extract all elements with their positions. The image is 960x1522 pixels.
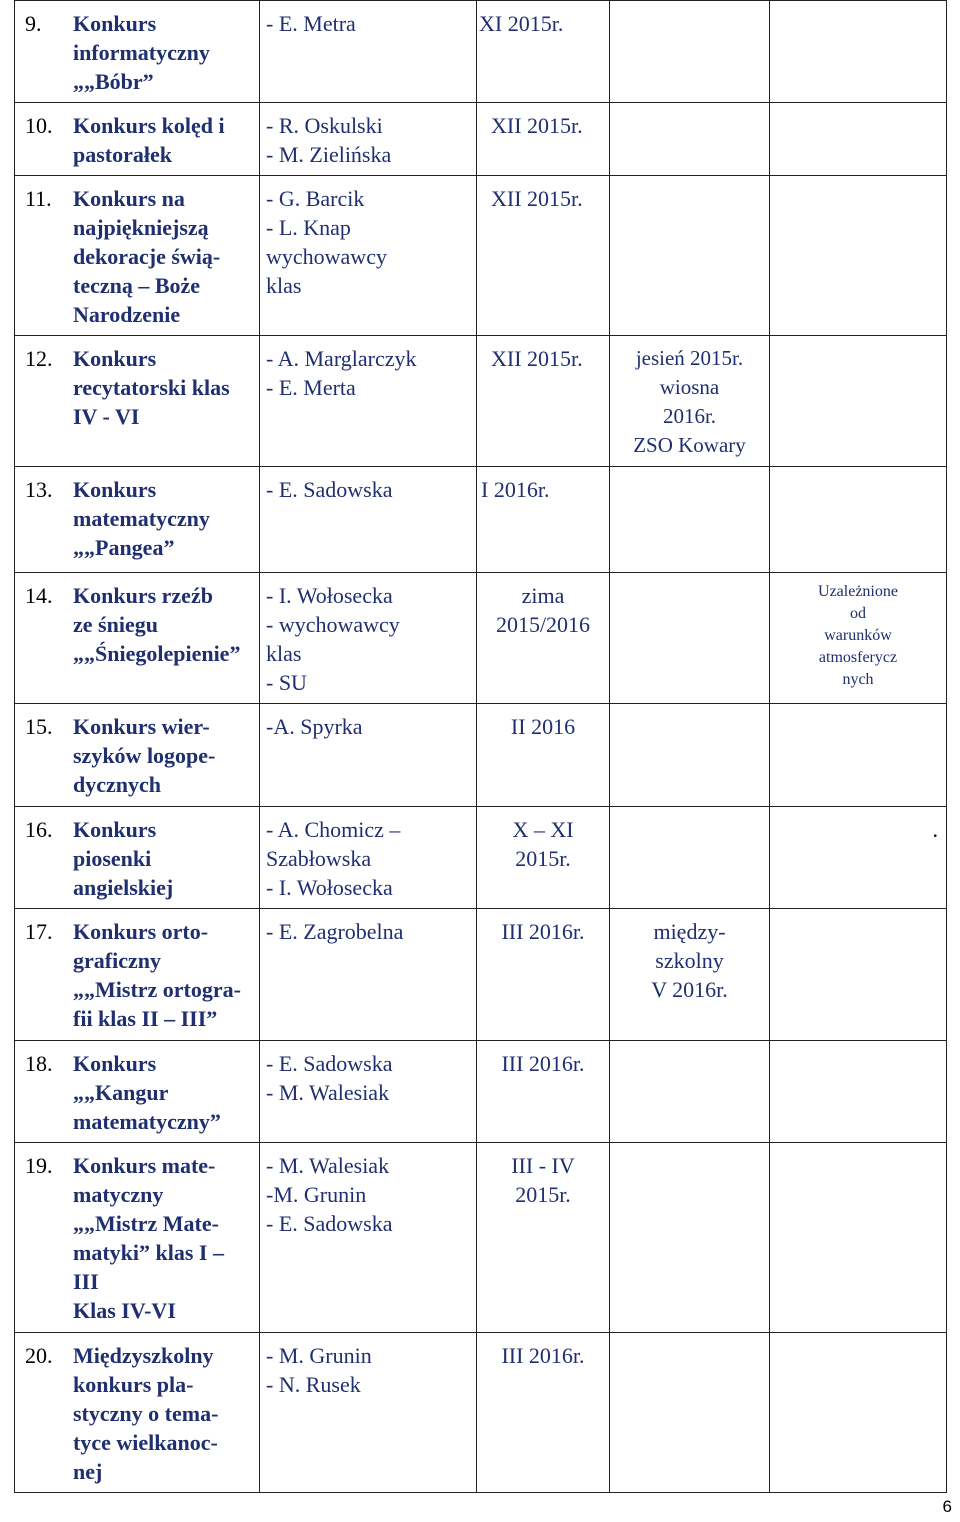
- responsible-persons: [260, 1, 476, 44]
- responsible-text: - E. Metra: [266, 11, 356, 36]
- contest-date: III - IV 2015r.: [511, 1153, 575, 1207]
- contest-date: XII 2015r.: [491, 113, 583, 138]
- row-number: 10.: [25, 113, 53, 138]
- contest-notes: [770, 1333, 946, 1347]
- table-row: [15, 1333, 947, 1493]
- contest-unit: [610, 1041, 769, 1055]
- row-number: 17.: [25, 919, 53, 944]
- row-number: 13.: [25, 477, 53, 502]
- table-row: [15, 1041, 947, 1143]
- table-row: [15, 573, 947, 704]
- table-row: [15, 336, 947, 467]
- contest-notes: [770, 1, 946, 15]
- table-row: [15, 909, 947, 1041]
- row-number: 9.: [25, 11, 42, 36]
- table-row: [15, 467, 947, 573]
- contest-title: Konkurs wier- szyków logope- dycznych: [73, 714, 216, 797]
- contest-date: III 2016r.: [501, 1343, 585, 1368]
- contest-notes: [770, 467, 946, 481]
- contest-date: III 2016r.: [501, 919, 585, 944]
- row-number: 16.: [25, 817, 53, 842]
- responsible-persons: - R. Oskulski - M. Zielińska: [266, 113, 392, 167]
- contest-title: Konkurs kolęd i pastorałek: [73, 113, 225, 167]
- contest-date: II 2016: [510, 714, 576, 739]
- contest-unit: [610, 807, 769, 821]
- row-number: 15.: [25, 714, 53, 739]
- contest-title: Konkurs orto- graficzny „„Mistrz ortogra- fii klas II – III”: [73, 919, 241, 1031]
- contest-date: X – XI 2015r.: [512, 817, 574, 871]
- table-row: [15, 1143, 947, 1333]
- contest-unit: między- szkolny V 2016r.: [651, 919, 728, 1002]
- contest-date: XI 2015r.: [479, 11, 564, 36]
- contest-date: I 2016r.: [481, 477, 550, 502]
- responsible-persons: - A. Chomicz – Szabłowska - I. Wołosecka: [266, 817, 401, 900]
- row-number: 14.: [25, 583, 53, 608]
- contest-notes: [770, 336, 946, 350]
- contest-date: zima 2015/2016: [495, 583, 591, 637]
- contest-unit: [610, 176, 769, 190]
- row-number: 19.: [25, 1153, 53, 1178]
- contest-unit: [610, 1143, 769, 1157]
- responsible-persons: - M. Grunin - N. Rusek: [266, 1343, 372, 1397]
- contest-title: Międzyszkolny konkurs pla- styczny o tema- tyce wielkanoc- nej: [73, 1343, 219, 1484]
- responsible-persons: - A. Marglarczyk - E. Merta: [266, 346, 417, 400]
- responsible-persons: - G. Barcik - L. Knap wychowawcy klas: [266, 186, 387, 298]
- responsible-persons: - E. Sadowska - M. Walesiak: [266, 1051, 393, 1105]
- responsible-persons: - I. Wołosecka - wychowawcy klas - SU: [266, 583, 400, 695]
- contest-date: XII 2015r.: [491, 346, 583, 371]
- contest-notes: [770, 1041, 946, 1055]
- contest-unit: [610, 103, 769, 117]
- row-number: 20.: [25, 1343, 53, 1368]
- contest-notes: [770, 1143, 946, 1157]
- contest-unit: [610, 1, 769, 15]
- contest-title: Konkurs mate- matyczny „„Mistrz Mate- matyki” klas I – III Klas IV-VI: [73, 1153, 224, 1323]
- contest-title: Konkurs informatyczny „„Bóbr”: [73, 11, 210, 94]
- table-row: [15, 103, 947, 176]
- responsible-persons: - E. Sadowska: [266, 477, 393, 502]
- contest-title: Konkurs piosenki angielskiej: [73, 817, 174, 900]
- contest-schedule-table: [14, 0, 947, 1493]
- contest-title: Konkurs rzeźb ze śniegu „„Śniegolepienie”: [73, 583, 241, 666]
- contest-unit: [610, 1333, 769, 1347]
- contest-unit: [610, 573, 769, 587]
- contest-notes: Uzależnione od warunków atmosferycz nych: [818, 583, 898, 688]
- contest-unit: jesień 2015r. wiosna 2016r. ZSO Kowary: [633, 346, 746, 457]
- contest-title: Konkurs na najpiękniejszą dekoracje świą- teczną – Boże Narodzenie: [73, 186, 221, 327]
- table-row: [15, 704, 947, 807]
- row-number: 12.: [25, 346, 53, 371]
- table-row: [15, 807, 947, 909]
- row-number: 18.: [25, 1051, 53, 1076]
- contest-title: Konkurs matematyczny „„Pangea”: [73, 477, 210, 560]
- contest-unit: [610, 467, 769, 481]
- table-row: [15, 176, 947, 336]
- responsible-persons: - M. Walesiak -M. Grunin - E. Sadowska: [266, 1153, 393, 1236]
- page-number: 6: [942, 1497, 952, 1516]
- contest-date: XII 2015r.: [491, 186, 583, 211]
- contest-notes: .: [932, 817, 938, 842]
- responsible-persons: -A. Spyrka: [266, 714, 363, 739]
- contest-title: Konkurs „„Kangur matematyczny”: [73, 1051, 221, 1134]
- responsible-persons: - E. Zagrobelna: [266, 919, 404, 944]
- contest-date: III 2016r.: [501, 1051, 585, 1076]
- contest-notes: [770, 704, 946, 718]
- table-row: [15, 1, 947, 103]
- contest-notes: [770, 103, 946, 117]
- contest-notes: [770, 176, 946, 190]
- row-number: 11.: [25, 186, 52, 211]
- contest-unit: [610, 704, 769, 718]
- contest-title: Konkurs recytatorski klas IV - VI: [73, 346, 230, 429]
- contest-notes: [770, 909, 946, 923]
